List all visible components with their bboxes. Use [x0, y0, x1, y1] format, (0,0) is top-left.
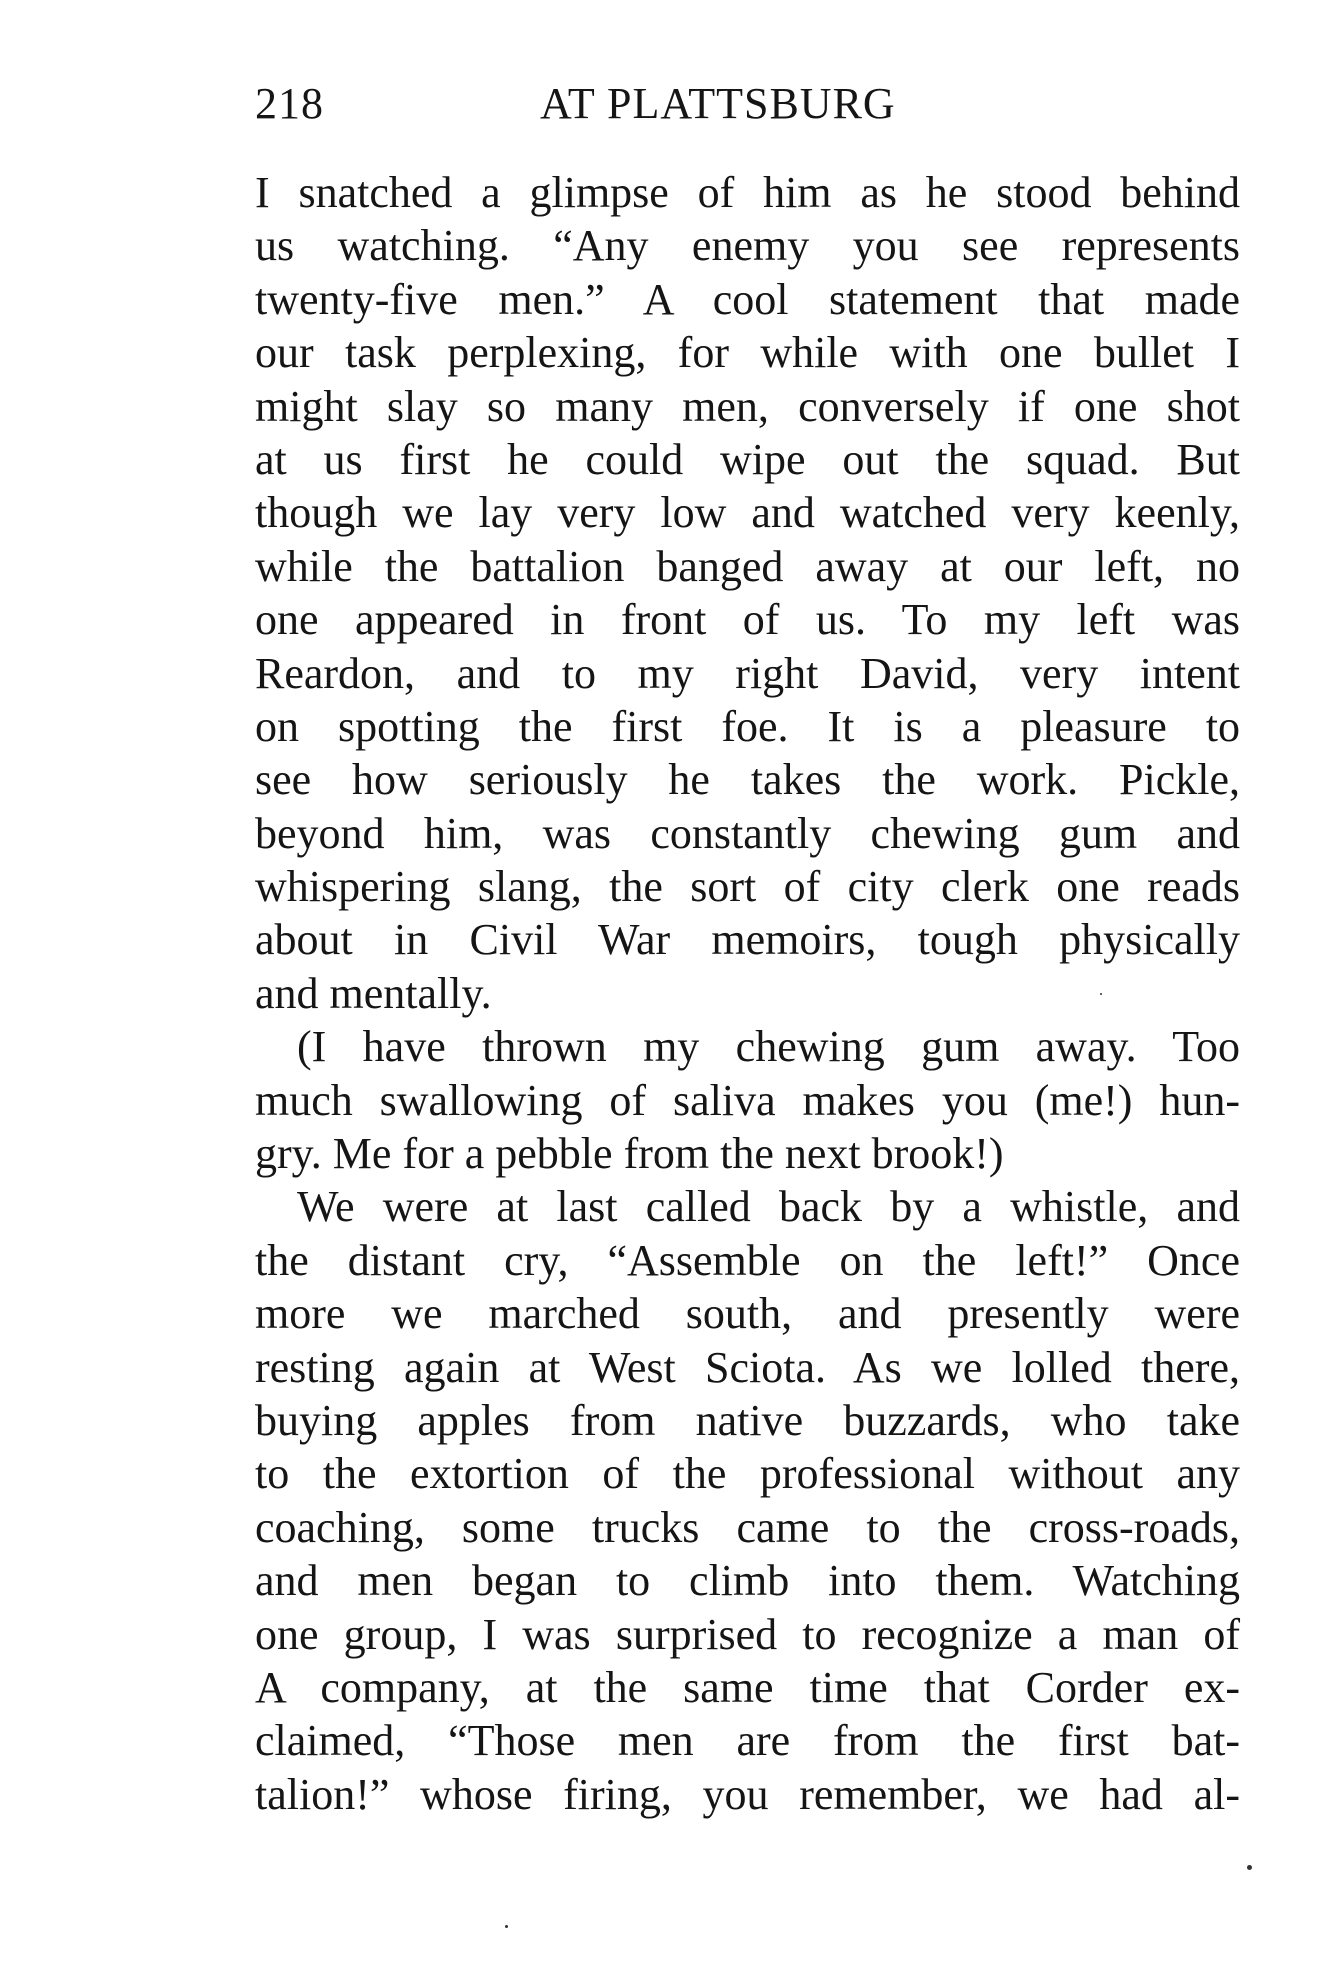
text-line: resting again at West Sciota. As we lolled there,	[255, 1342, 1240, 1392]
running-head	[255, 78, 1240, 134]
text-line: Reardon, and to my right David, very intent	[255, 648, 1240, 698]
text-line: and mentally.	[255, 968, 492, 1018]
text-line: I snatched a glimpse of him as he stood behind	[255, 168, 1240, 217]
text-line: the distant cry, “Assemble on the left!” Once	[255, 1235, 1240, 1285]
text-line: coaching, some trucks came to the cross-roads,	[255, 1502, 1240, 1552]
text-line: to the extortion of the professional without any	[255, 1449, 1240, 1499]
text-line: one appeared in front of us. To my left was	[255, 595, 1240, 645]
text-line: us watching. “Any enemy you see represents	[255, 221, 1240, 271]
text-line: claimed, “Those men are from the first bat-	[255, 1716, 1240, 1766]
paper-speck	[1247, 1865, 1252, 1870]
text-line: talion!” whose firing, you remember, we had al-	[255, 1769, 1240, 1819]
text-line: gry. Me for a pebble from the next brook!)	[255, 1129, 1004, 1179]
page-number: 218	[255, 79, 324, 128]
text-line: might slay so many men, conversely if one shot	[255, 381, 1240, 431]
text-line: and men began to climb into them. Watching	[255, 1556, 1240, 1606]
text-line: our task perplexing, for while with one bullet I	[255, 328, 1240, 378]
text-line: about in Civil War memoirs, tough physically	[255, 915, 1240, 965]
running-title: AT PLATTSBURG	[540, 79, 896, 128]
text-line: one group, I was surprised to recognize a man of	[255, 1609, 1240, 1659]
text-line: at us first he could wipe out the squad. But	[255, 434, 1240, 484]
body-text	[255, 166, 1240, 1821]
text-line: much swallowing of saliva makes you (me!) hun-	[255, 1075, 1240, 1125]
paper-speck	[1100, 993, 1102, 995]
text-line: A company, at the same time that Corder ex-	[255, 1662, 1240, 1712]
paper-speck	[505, 1925, 508, 1928]
text-line: while the battalion banged away at our left, no	[255, 541, 1240, 591]
text-line: buying apples from native buzzards, who take	[255, 1395, 1240, 1445]
text-line: twenty-five men.” A cool statement that made	[255, 274, 1240, 324]
text-line: beyond him, was constantly chewing gum and	[255, 808, 1240, 858]
text-line: see how seriously he takes the work. Pickle,	[255, 755, 1240, 805]
text-line: on spotting the first foe. It is a pleasure to	[255, 701, 1240, 751]
text-line: whispering slang, the sort of city clerk one reads	[255, 862, 1240, 912]
text-line: We were at last called back by a whistle, and	[297, 1182, 1240, 1232]
text-line: though we lay very low and watched very keenly,	[255, 488, 1240, 538]
text-line: more we marched south, and presently were	[255, 1289, 1240, 1339]
text-line: (I have thrown my chewing gum away. Too	[297, 1022, 1240, 1072]
